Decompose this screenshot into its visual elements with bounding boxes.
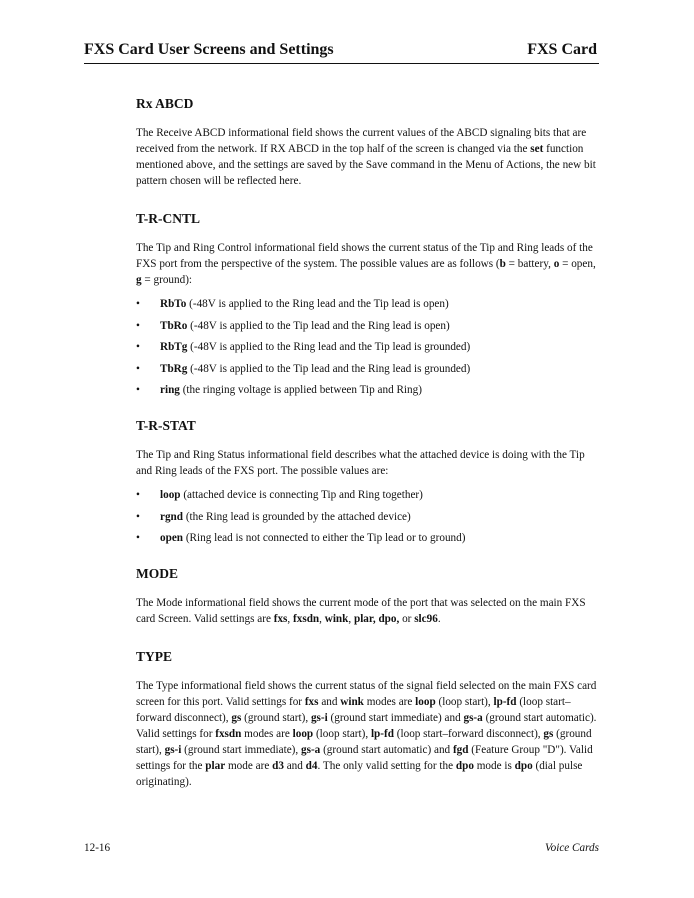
section-heading-mode: MODE [136,566,178,581]
list-item: • TbRg (-48V is applied to the Tip lead and the Ring lead is grounded) [136,362,471,375]
page-body [136,96,600,790]
section-heading-t-r-cntl: T-R-CNTL [136,211,201,226]
page-header [84,41,599,64]
header-chapter: FXS Card [527,41,597,58]
mode-paragraph: The Mode informational field shows the current mode of the port that was selected on the main FXS card Screen. Valid settings are fxs, fxsdn, wink, plar, dpo, or slc96. [136,597,586,625]
type-paragraph: The Type informational field shows the current status of the signal field selected on the main FXS card screen for this port. Valid settings for fxs and wink modes are loop (loop start), lp-fd (loop start–forward disconnect), gs (ground start), gs-i (ground start immediate) and gs-a (ground start automatic). Valid settings for fxsdn modes are loop (loop start), lp-fd (loop start–forward disconnect), gs (ground start), gs-i (ground start immediate), gs-a (ground start automatic) and fgd (Feature Group "D"). Valid settings for the plar mode are d3 and d4. The only valid setting for the dpo mode is dpo (dial pulse originating). [136,680,597,788]
section-heading-rx-abcd: Rx ABCD [136,96,194,111]
page-number: 12-16 [84,842,111,854]
list-item: • rgnd (the Ring lead is grounded by the attached device) [136,510,411,523]
rx-abcd-paragraph: The Receive ABCD informational field shows the current values of the ABCD signaling bits that are received from the network. If RX ABCD in the top half of the screen is changed via the set function mentioned above, and the settings are saved by the Save command in the Menu of Actions, the new bit pattern chosen will be reflected here. [136,127,596,187]
t-r-stat-paragraph: The Tip and Ring Status informational field describes what the attached device is doing with the Tip and Ring leads of the FXS port. The possible values are: [136,449,585,477]
list-item: • RbTg (-48V is applied to the Ring lead and the Tip lead is grounded) [136,341,471,353]
list-item: • TbRo (-48V is applied to the Tip lead and the Ring lead is open) [136,319,450,332]
list-item: • RbTo (-48V is applied to the Ring lead and the Tip lead is open) [136,298,449,310]
header-title: FXS Card User Screens and Settings [84,41,334,58]
section-heading-type: TYPE [136,649,173,664]
list-item: • loop (attached device is connecting Tip and Ring together) [136,489,423,501]
t-r-stat-list [136,487,600,546]
t-r-cntl-list [136,296,600,398]
section-heading-t-r-stat: T-R-STAT [136,418,196,433]
list-item: • open (Ring lead is not connected to either the Tip lead or to ground) [136,532,466,544]
footer-section: Voice Cards [545,842,599,854]
t-r-cntl-paragraph: The Tip and Ring Control informational field shows the current status of the Tip and Ring leads of the FXS port from the perspective of the system. The possible values are as follows (b = battery, o = open, g = ground): [136,242,596,286]
list-item: • ring (the ringing voltage is applied between Tip and Ring) [136,384,422,396]
